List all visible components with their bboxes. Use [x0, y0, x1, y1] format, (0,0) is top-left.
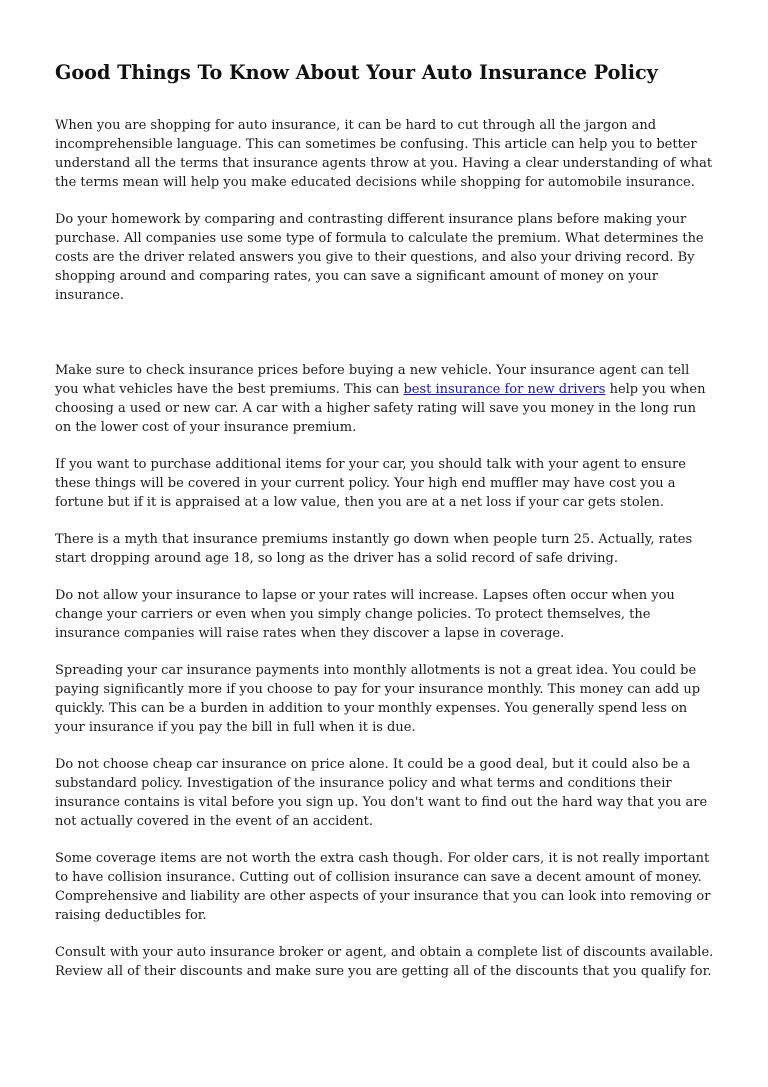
best-insurance-link[interactable]: best insurance for new drivers: [403, 382, 606, 397]
paragraph-text-after-link: help you when choosing a used or new car. A car with a higher safety rating will save you money in the long run on the lower cost of your insurance premium.: [55, 382, 706, 435]
paragraph-lapse: Do not allow your insurance to lapse or your rates will increase. Lapses often occur when you change your carriers or even when you simply change policies. To protect themselves, the insurance companies will raise rates when they discover a lapse in coverage.: [55, 588, 675, 641]
paragraph-intro: When you are shopping for auto insurance, it can be hard to cut through all the jargon and incomprehensible language. This can sometimes be confusing. This article can help you to better understand all the terms that insurance agents throw at you. Having a clear understanding of what the terms mean will help you make educated decisions while shopping for automobile insurance.: [55, 118, 713, 190]
paragraph-discounts: Consult with your auto insurance broker or agent, and obtain a complete list of discounts available. Review all of their discounts and make sure you are getting all of the discounts that you qualify for.: [55, 945, 714, 979]
paragraph-text-before-link: Make sure to check insurance prices before buying a new vehicle. Your insurance agent can tell you what vehicles have the best premiums. This can: [55, 363, 690, 397]
page-title: Good Things To Know About Your Auto Insurance Policy: [55, 61, 658, 84]
document-page: [55, 58, 715, 999]
paragraph-monthly-payments: Spreading your car insurance payments into monthly allotments is not a great idea. You could be paying significantly more if you choose to pay for your insurance monthly. This money can add up quickly. This can be a burden in addition to your monthly expenses. You generally spend less on your insurance if you pay the bill in full when it is due.: [55, 663, 701, 735]
paragraph-cheap-insurance: Do not choose cheap car insurance on price alone. It could be a good deal, but it could also be a substandard policy. Investigation of the insurance policy and what terms and conditions their insurance contains is vital before you sign up. You don't want to find out the hard way that you are not actually covered in the event of an accident.: [55, 757, 708, 829]
paragraph-check-prices: [55, 361, 715, 437]
paragraph-additional-items: If you want to purchase additional items for your car, you should talk with your agent to ensure these things will be covered in your current policy. Your high end muffler may have cost you a fortune but if it is appraised at a low value, then you are at a net loss if your car gets stolen.: [55, 457, 686, 510]
paragraph-age-myth: There is a myth that insurance premiums instantly go down when people turn 25. Actually, rates start dropping around age 18, so long as the driver has a solid record of safe driving.: [55, 532, 693, 566]
paragraph-coverage-items: Some coverage items are not worth the extra cash though. For older cars, it is not really important to have collision insurance. Cutting out of collision insurance can save a decent amount of money. Comprehensive and liability are other aspects of your insurance that you can look into removing or raising deductibles for.: [55, 851, 711, 923]
paragraph-homework: Do your homework by comparing and contrasting different insurance plans before making your purchase. All companies use some type of formula to calculate the premium. What determines the costs are the driver related answers you give to their questions, and also your driving record. By shopping around and comparing rates, you can save a significant amount of money on your insurance.: [55, 212, 704, 303]
